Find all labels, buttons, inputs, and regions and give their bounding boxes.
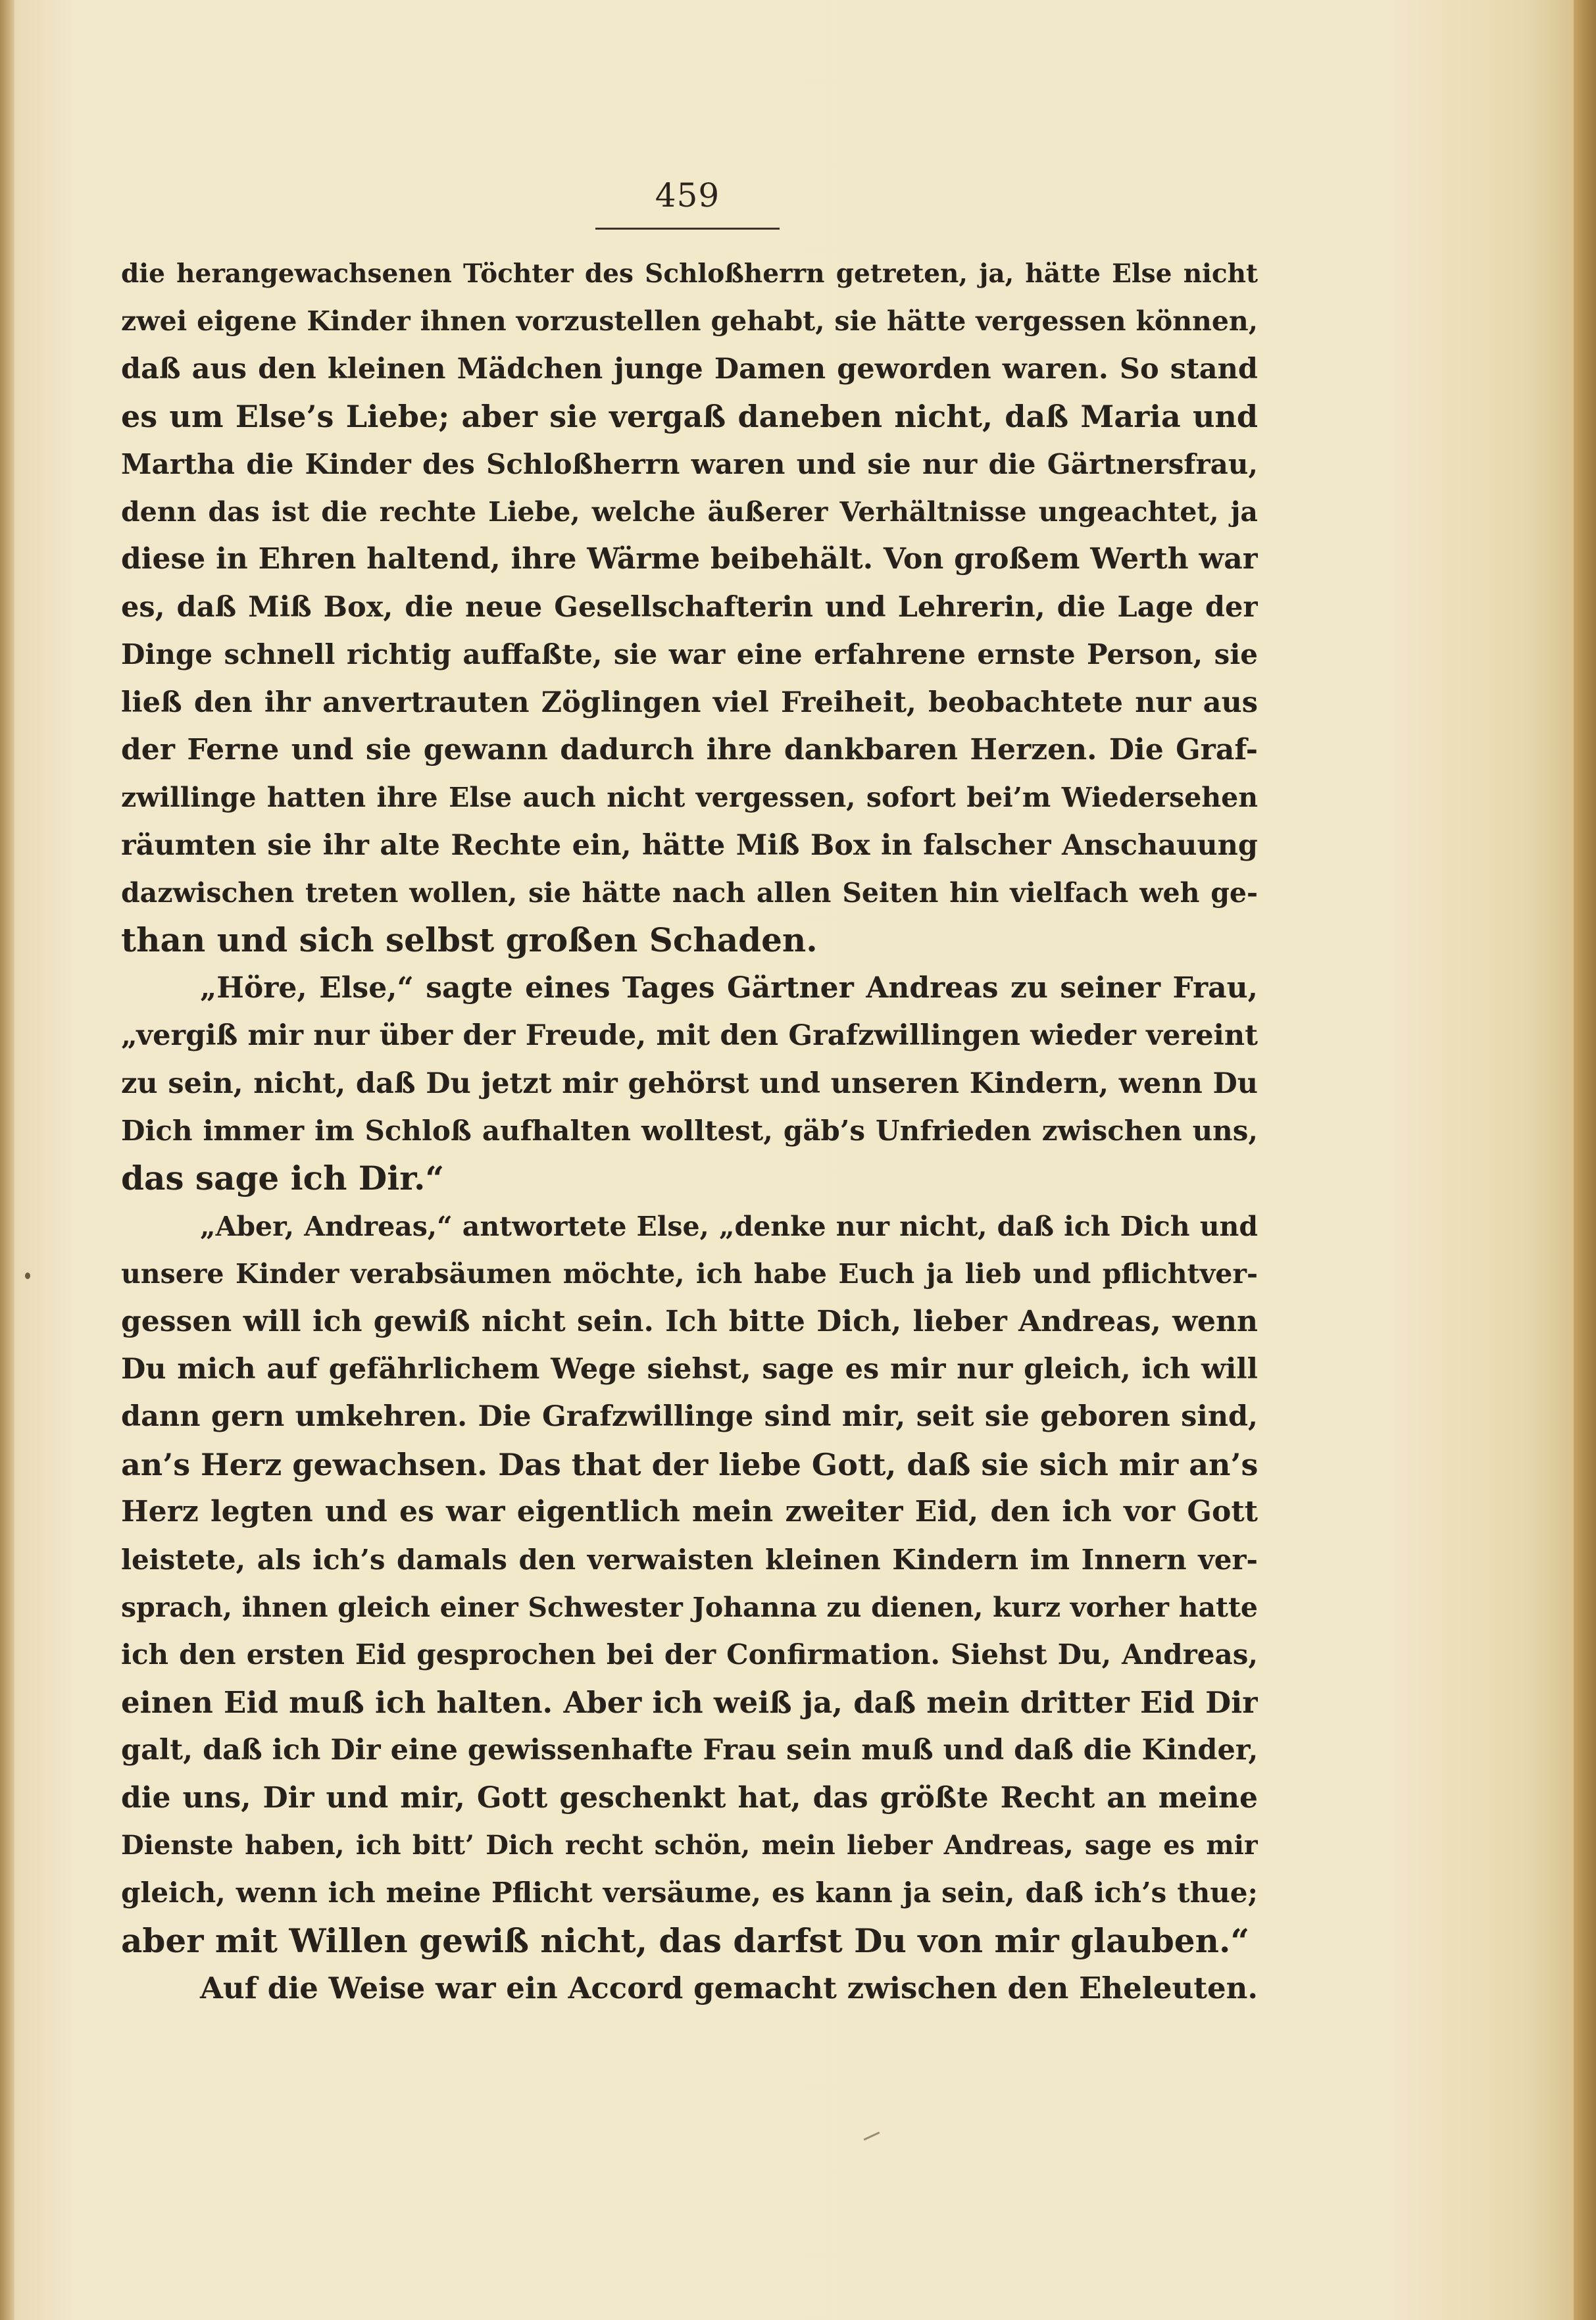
text-line: „Höre, Else,“ sagte eines Tages Gärtner Andreas zu seiner Frau, (200, 971, 1258, 1005)
pencil-mark (864, 2132, 880, 2141)
text-line: daß aus den kleinen Mädchen junge Damen geworden waren. So stand (121, 352, 1258, 386)
header-rule (595, 228, 780, 230)
text-line: einen Eid muß ich halten. Aber ich weiß ja, daß mein dritter Eid Dir (121, 1684, 1258, 1720)
ink-spot (25, 1273, 30, 1279)
text-line: diese in Ehren haltend, ihre Wärme beibehält. Von großem Werth war (121, 542, 1258, 576)
text-line: Dienste haben, ich bitt’ Dich recht schön, mein lieber Andreas, sage es mir (121, 1829, 1258, 1861)
text-line: es, daß Miß Box, die neue Gesellschafterin und Lehrerin, die Lage der (121, 590, 1258, 624)
text-line: denn das ist die rechte Liebe, welche äußerer Verhältnisse ungeachtet, ja (121, 495, 1258, 528)
body-text (121, 250, 1258, 2012)
text-line: die herangewachsenen Töchter des Schloßherrn getreten, ja, hätte Else nicht (121, 259, 1258, 289)
text-line: Dich immer im Schloß aufhalten wolltest, gäb’s Unfrieden zwischen uns, (121, 1115, 1258, 1147)
text-line: aber mit Willen gewiß nicht, das darfst Du von mir glauben.“ (121, 1921, 1250, 1960)
page-number: 459 (655, 176, 720, 214)
text-line: leistete, als ich’s damals den verwaisten kleinen Kindern im Innern ver- (121, 1543, 1258, 1576)
text-line: Dinge schnell richtig auffaßte, sie war eine erfahrene ernste Person, sie (121, 638, 1258, 671)
text-line: dann gern umkehren. Die Grafzwillinge sind mir, seit sie geboren sind, (121, 1400, 1258, 1434)
text-line: zwei eigene Kinder ihnen vorzustellen gehabt, sie hätte vergessen können, (121, 305, 1258, 338)
text-line: Du mich auf gefährlichem Wege siehst, sage es mir nur gleich, ich will (121, 1352, 1258, 1386)
text-line: zwillinge hatten ihre Else auch nicht vergessen, sofort bei’m Wiedersehen (121, 782, 1258, 814)
text-line: an’s Herz gewachsen. Das that der liebe Gott, daß sie sich mir an’s (121, 1446, 1258, 1482)
text-line: Herz legten und es war eigentlich mein zweiter Eid, den ich vor Gott (121, 1495, 1258, 1529)
text-line: räumten sie ihr alte Rechte ein, hätte Miß Box in falscher Anschauung (121, 828, 1258, 862)
page-right-edge (1574, 0, 1596, 2320)
text-line: Martha die Kinder des Schloßherrn waren und sie nur die Gärtnersfrau, (121, 447, 1258, 480)
text-line: „Aber, Andreas,“ antwortete Else, „denke nur nicht, daß ich Dich und (200, 1210, 1258, 1242)
text-line: ich den ersten Eid gesprochen bei der Confirmation. Siehst Du, Andreas, (121, 1638, 1258, 1671)
text-line: zu sein, nicht, daß Du jetzt mir gehörst und unseren Kindern, wenn Du (121, 1067, 1258, 1100)
text-line: sprach, ihnen gleich einer Schwester Johanna zu dienen, kurz vorher hatte (121, 1591, 1258, 1623)
page-left-edge (0, 0, 14, 2320)
text-line: Auf die Weise war ein Accord gemacht zwischen den Eheleuten. (200, 1971, 1258, 2006)
text-line: than und sich selbst großen Schaden. (121, 920, 818, 960)
text-line: „vergiß mir nur über der Freude, mit den Grafzwillingen wieder vereint (121, 1019, 1258, 1053)
text-line: die uns, Dir und mir, Gott geschenkt hat, das größte Recht an meine (121, 1780, 1258, 1815)
text-line: gessen will ich gewiß nicht sein. Ich bitte Dich, lieber Andreas, wenn (121, 1304, 1258, 1338)
text-line: galt, daß ich Dir eine gewissenhafte Frau sein muß und daß die Kinder, (121, 1734, 1258, 1767)
text-line: der Ferne und sie gewann dadurch ihre dankbaren Herzen. Die Graf- (121, 732, 1258, 767)
text-line: dazwischen treten wollen, sie hätte nach allen Seiten hin vielfach weh ge- (121, 877, 1258, 909)
text-line: unsere Kinder verabsäumen möchte, ich habe Euch ja lieb und pflichtver- (121, 1258, 1258, 1290)
text-line: ließ den ihr anvertrauten Zöglingen viel Freiheit, beobachtete nur aus (121, 686, 1258, 719)
text-line: gleich, wenn ich meine Pflicht versäume, es kann ja sein, daß ich’s thue; (121, 1877, 1258, 1909)
text-line: es um Else’s Liebe; aber sie vergaß daneben nicht, daß Maria und (121, 399, 1258, 435)
text-line: das sage ich Dir.“ (121, 1159, 445, 1198)
